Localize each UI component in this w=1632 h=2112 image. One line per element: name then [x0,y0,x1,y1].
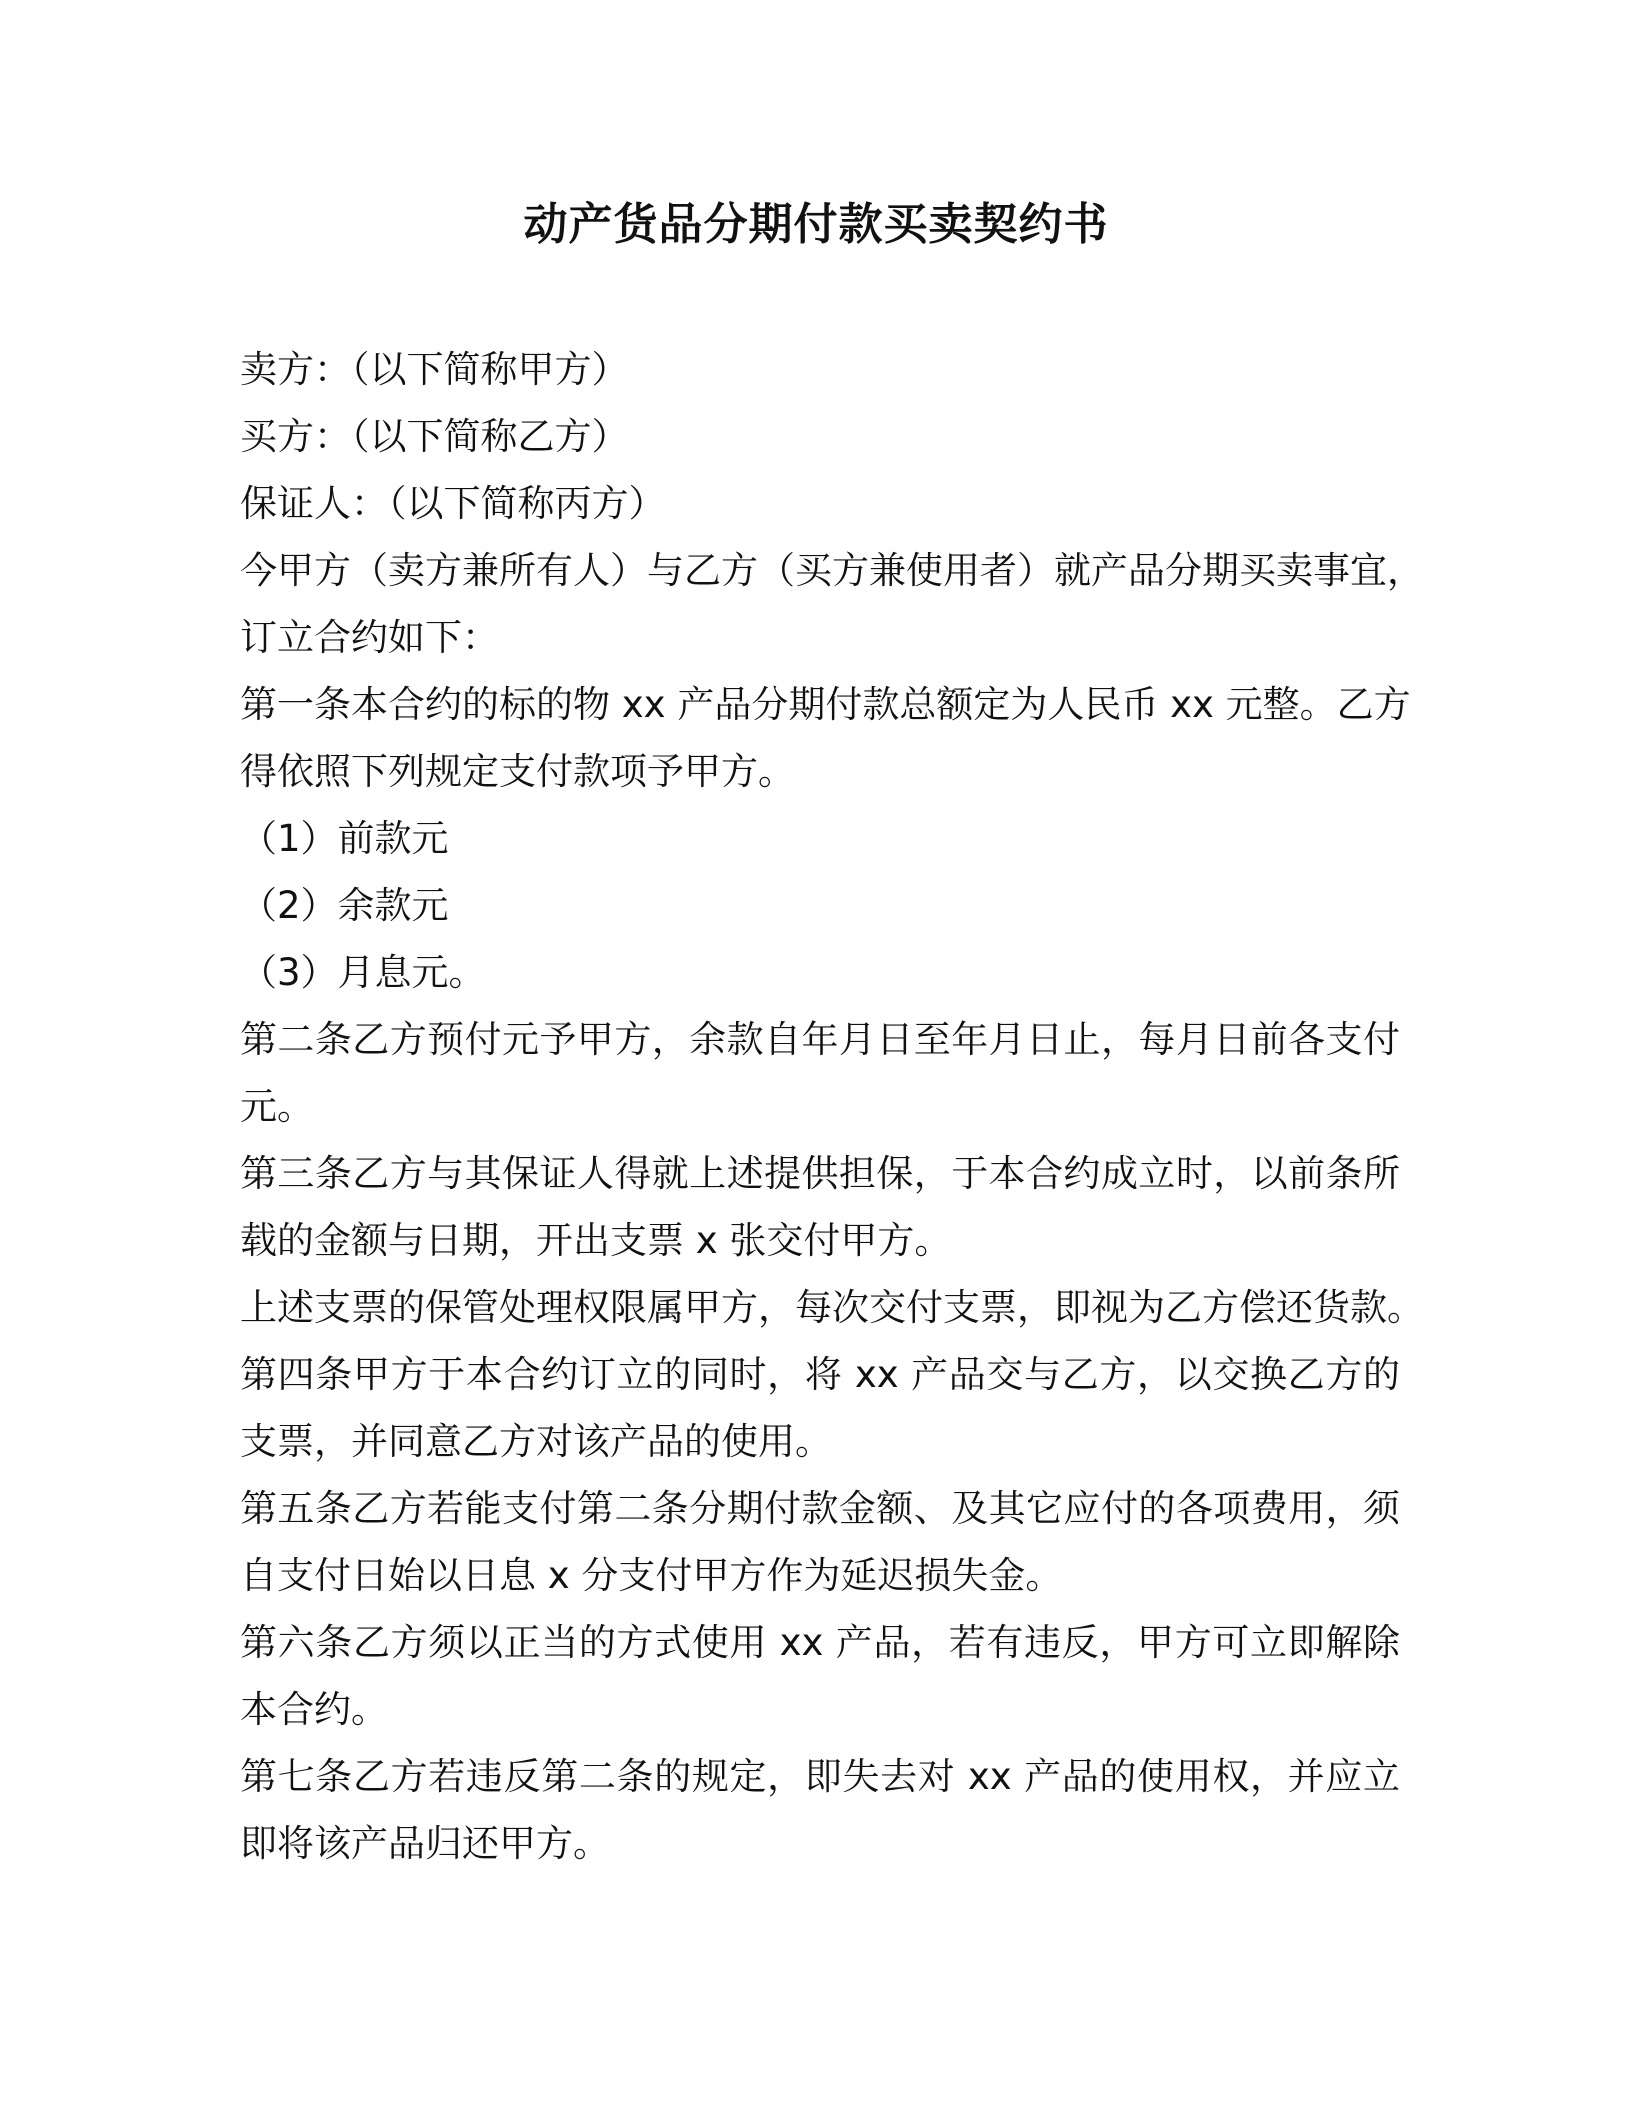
paragraph-intro-line-1: 今甲方（卖方兼所有人）与乙方（买方兼使用者）就产品分期买卖事宜， [240,549,1424,592]
paragraph-buyer: 买方：（以下简称乙方） [240,415,629,458]
article-5-line-2: 自支付日始以日息 x 分支付甲方作为延迟损失金。 [240,1554,1063,1597]
paragraph-guarantor: 保证人：（以下简称丙方） [240,482,666,525]
article-2-line-2: 元。 [240,1085,314,1128]
article-1-item-3: （3）月息元。 [240,951,486,994]
article-1-item-1: （1）前款元 [240,817,449,860]
article-4-line-2: 支票，并同意乙方对该产品的使用。 [240,1420,832,1463]
article-1-line-1: 第一条本合约的标的物 xx 产品分期付款总额定为人民币 xx 元整。乙方 [240,683,1411,726]
document-body [240,336,1424,1877]
article-2-line-1: 第二条乙方预付元予甲方，余款自年月日至年月日止，每月日前各支付 [240,1018,1400,1061]
paragraph-intro-line-2: 订立合约如下： [240,616,499,659]
paragraph-seller: 卖方：（以下简称甲方） [240,348,629,391]
article-6-line-2: 本合约。 [240,1688,388,1731]
article-6-line-1: 第六条乙方须以正当的方式使用 xx 产品，若有违反，甲方可立即解除 [240,1621,1400,1664]
article-1-item-2: （2）余款元 [240,884,449,927]
article-5-line-1: 第五条乙方若能支付第二条分期付款金额、及其它应付的各项费用，须 [240,1487,1400,1530]
article-1-line-2: 得依照下列规定支付款项予甲方。 [240,750,795,793]
article-7-line-1: 第七条乙方若违反第二条的规定，即失去对 xx 产品的使用权，并应立 [240,1755,1400,1798]
article-3-note: 上述支票的保管处理权限属甲方，每次交付支票，即视为乙方偿还货款。 [240,1286,1424,1329]
article-3-line-2: 载的金额与日期，开出支票 x 张交付甲方。 [240,1219,952,1262]
article-3-line-1: 第三条乙方与其保证人得就上述提供担保，于本合约成立时，以前条所 [240,1152,1400,1195]
article-4-line-1: 第四条甲方于本合约订立的同时，将 xx 产品交与乙方，以交换乙方的 [240,1353,1400,1396]
article-7-line-2: 即将该产品归还甲方。 [240,1822,610,1865]
document-title: 动产货品分期付款买卖契约书 [523,199,1109,250]
